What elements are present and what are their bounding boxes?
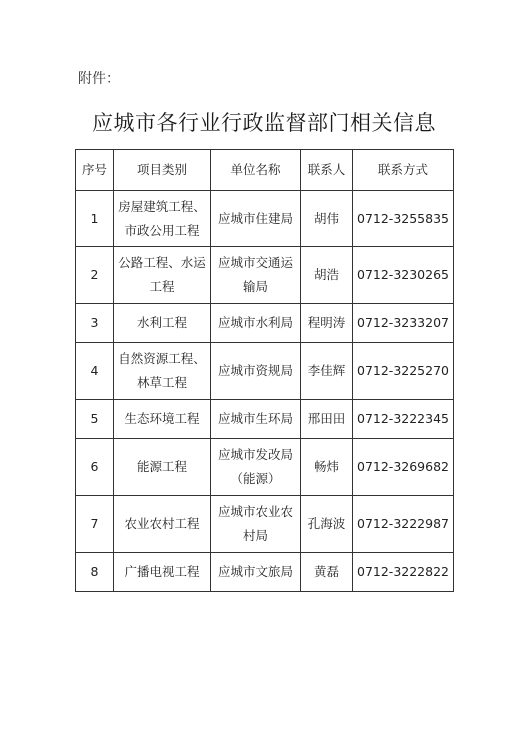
page-title: 应城市各行业行政监督部门相关信息 xyxy=(92,111,436,135)
cell-contact: 孔海波 xyxy=(301,496,353,553)
cell-phone: 0712-3233207 xyxy=(353,304,454,343)
cell-category: 农业农村工程 xyxy=(114,496,211,553)
cell-unit: 应城市住建局 xyxy=(211,191,301,247)
table-row xyxy=(76,439,454,496)
cell-contact: 李佳辉 xyxy=(301,343,353,400)
header-category: 项目类别 xyxy=(114,150,211,191)
cell-phone: 0712-3222345 xyxy=(353,400,454,439)
cell-contact: 胡浩 xyxy=(301,247,353,304)
cell-no: 8 xyxy=(76,553,114,592)
cell-unit: 应城市交通运输局 xyxy=(211,247,301,304)
cell-contact: 邢田田 xyxy=(301,400,353,439)
cell-phone: 0712-3230265 xyxy=(353,247,454,304)
header-no: 序号 xyxy=(76,150,114,191)
table-row xyxy=(76,496,454,553)
cell-phone: 0712-3222987 xyxy=(353,496,454,553)
table-row xyxy=(76,400,454,439)
table-row xyxy=(76,343,454,400)
cell-no: 3 xyxy=(76,304,114,343)
table-header-row xyxy=(76,150,454,191)
header-contact: 联系人 xyxy=(301,150,353,191)
cell-category: 能源工程 xyxy=(114,439,211,496)
cell-contact: 黄磊 xyxy=(301,553,353,592)
cell-contact: 程明涛 xyxy=(301,304,353,343)
cell-unit: 应城市水利局 xyxy=(211,304,301,343)
cell-phone: 0712-3269682 xyxy=(353,439,454,496)
cell-no: 6 xyxy=(76,439,114,496)
cell-unit: 应城市发改局（能源） xyxy=(211,439,301,496)
cell-category: 广播电视工程 xyxy=(114,553,211,592)
cell-no: 7 xyxy=(76,496,114,553)
table-row xyxy=(76,247,454,304)
table-row xyxy=(76,304,454,343)
cell-no: 1 xyxy=(76,191,114,247)
cell-category: 生态环境工程 xyxy=(114,400,211,439)
cell-unit: 应城市资规局 xyxy=(211,343,301,400)
cell-phone: 0712-3255835 xyxy=(353,191,454,247)
table-row xyxy=(76,553,454,592)
cell-unit: 应城市生环局 xyxy=(211,400,301,439)
agency-table xyxy=(75,149,454,592)
cell-category: 水利工程 xyxy=(114,304,211,343)
header-phone: 联系方式 xyxy=(353,150,454,191)
header-unit: 单位名称 xyxy=(211,150,301,191)
cell-phone: 0712-3225270 xyxy=(353,343,454,400)
cell-no: 4 xyxy=(76,343,114,400)
cell-unit: 应城市文旅局 xyxy=(211,553,301,592)
cell-no: 2 xyxy=(76,247,114,304)
cell-contact: 胡伟 xyxy=(301,191,353,247)
table-row xyxy=(76,191,454,247)
attachment-label: 附件： xyxy=(78,71,120,87)
cell-category: 房屋建筑工程、市政公用工程 xyxy=(114,191,211,247)
cell-no: 5 xyxy=(76,400,114,439)
cell-category: 公路工程、水运工程 xyxy=(114,247,211,304)
cell-unit: 应城市农业农村局 xyxy=(211,496,301,553)
cell-phone: 0712-3222822 xyxy=(353,553,454,592)
cell-category: 自然资源工程、林草工程 xyxy=(114,343,211,400)
cell-contact: 畅炜 xyxy=(301,439,353,496)
